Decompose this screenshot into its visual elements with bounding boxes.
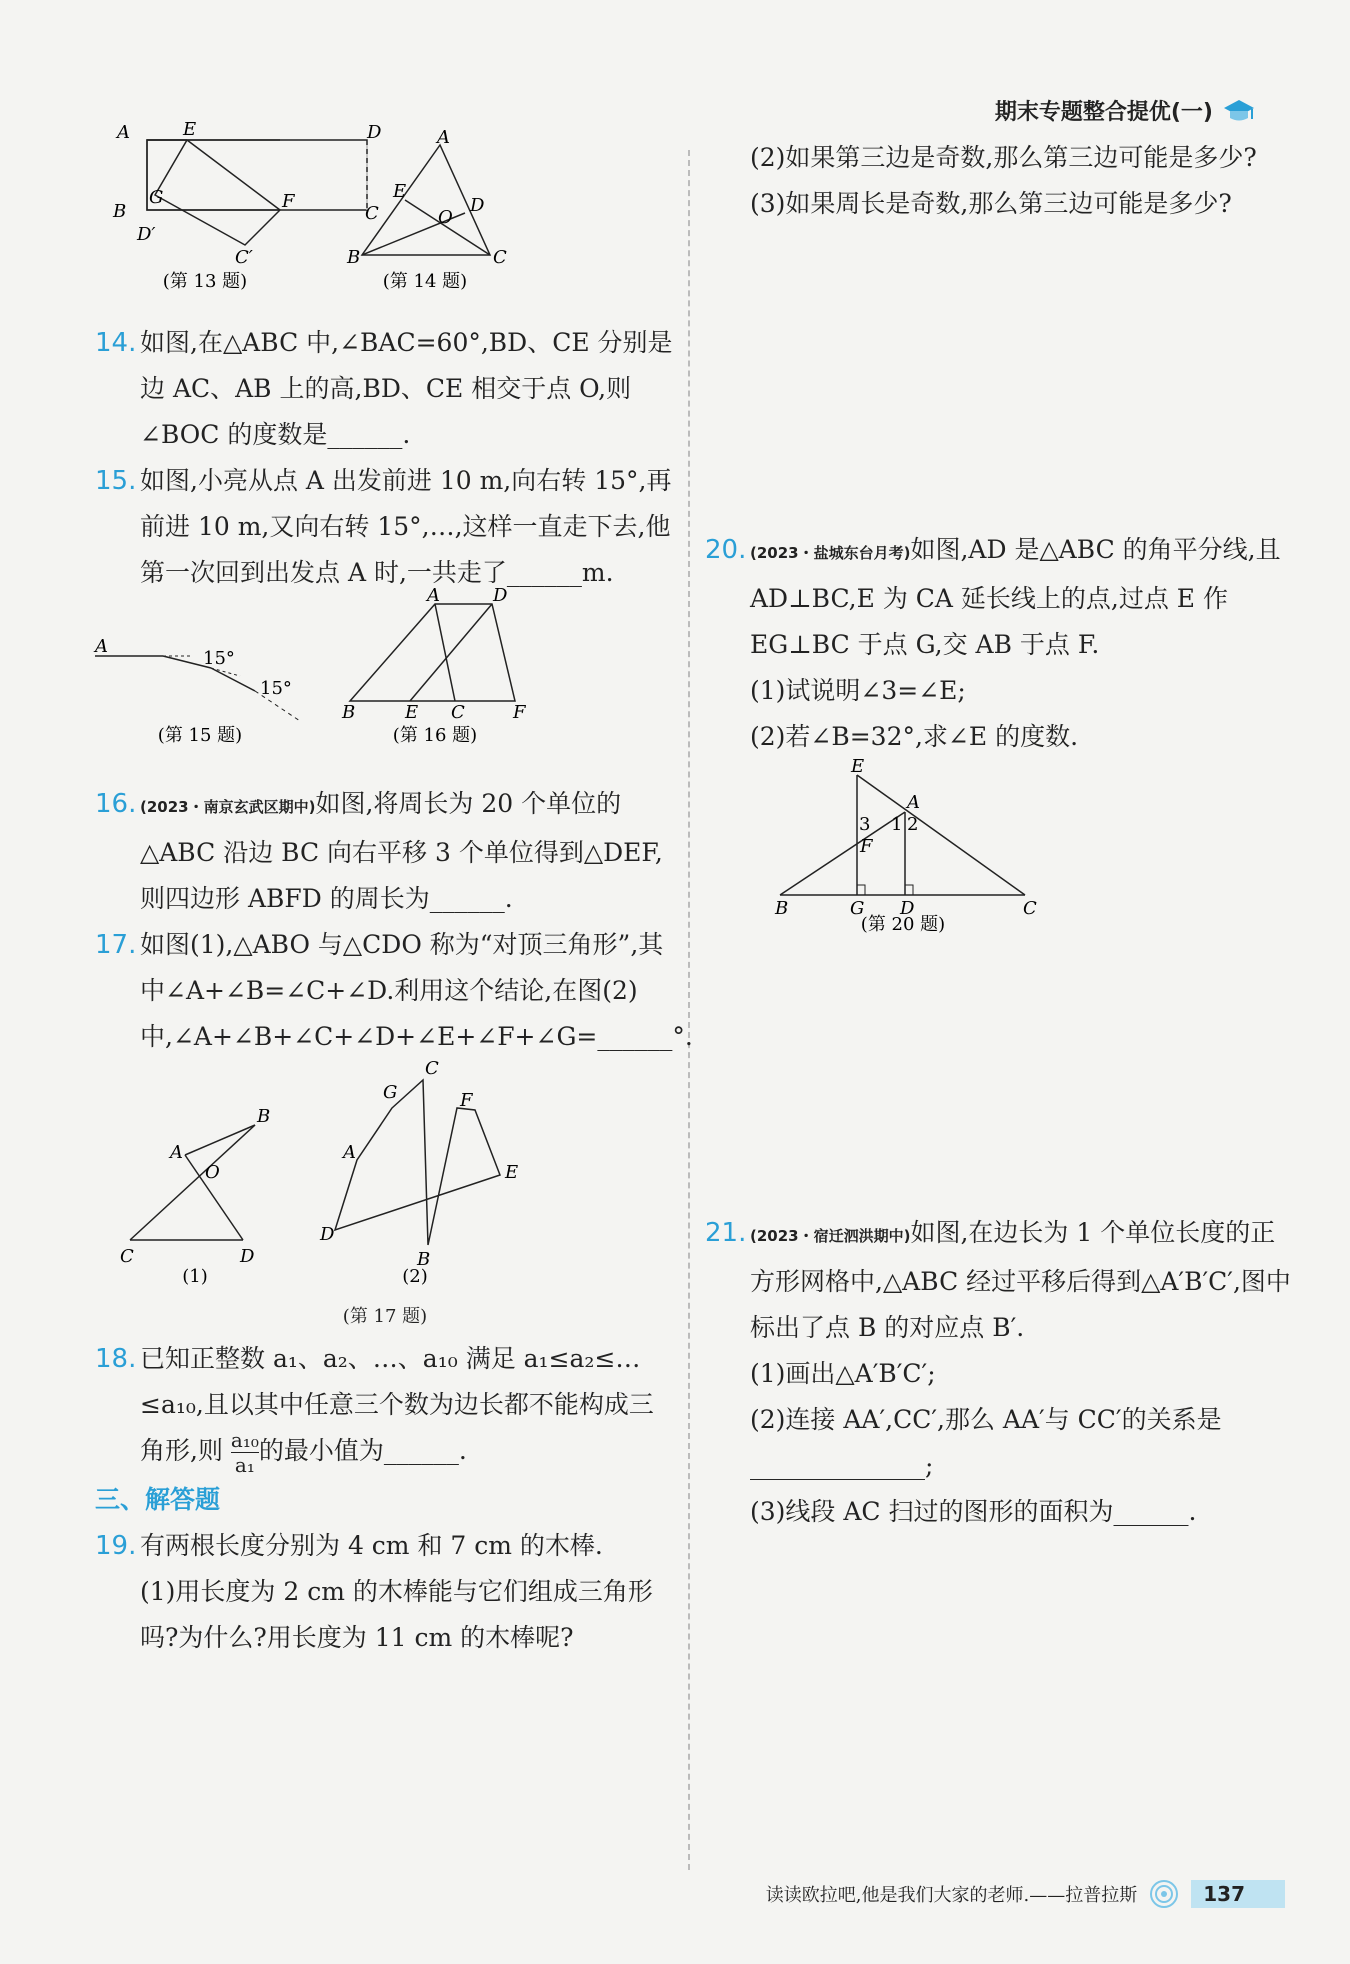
- svg-text:C: C: [120, 1246, 134, 1267]
- fraction-numerator: a₁₀: [230, 1428, 259, 1452]
- svg-text:E: E: [393, 181, 407, 202]
- question-19-continued: [705, 135, 1295, 227]
- question-20-part-1: (1)试说明∠3=∠E;: [750, 676, 966, 705]
- svg-text:D: D: [320, 1224, 335, 1245]
- question-19-part-1: (1)用长度为 2 cm 的木棒能与它们组成三角形吗?为什么?用长度为 11 cm 的木棒呢?: [140, 1577, 653, 1652]
- question-17-number: 17.: [95, 930, 137, 960]
- figure-20: [705, 756, 1295, 935]
- svg-text:A: A: [437, 127, 450, 148]
- caption-17: (第 17 题): [342, 1306, 428, 1327]
- question-21-part-1: (1)画出△A′B′C′;: [750, 1359, 936, 1388]
- svg-text:O: O: [205, 1162, 220, 1183]
- page-header: [995, 95, 1255, 126]
- svg-text:C: C: [425, 1058, 439, 1079]
- svg-text:B: B: [347, 247, 361, 268]
- svg-text:B: B: [257, 1106, 271, 1127]
- caption-17a: (1): [182, 1266, 208, 1287]
- svg-text:B: B: [342, 702, 356, 723]
- svg-text:G: G: [850, 898, 865, 919]
- svg-text:A: A: [343, 1142, 356, 1163]
- question-17-text: 如图(1),△ABO 与△CDO 称为“对顶三角形”,其中∠A+∠B=∠C+∠D.利用这个结论,在图(2)中,∠A+∠B+∠C+∠D+∠E+∠F+∠G=______°.: [140, 930, 693, 1051]
- svg-text:A: A: [95, 636, 108, 657]
- svg-text:C: C: [365, 203, 379, 224]
- question-19-part-2: (2)如果第三边是奇数,那么第三边可能是多少?: [750, 143, 1257, 172]
- left-column: [95, 119, 693, 1652]
- caption-20: (第 20 题): [860, 914, 946, 935]
- footer-quote: 读读欧拉吧,他是我们大家的老师.——拉普拉斯: [765, 1885, 1138, 1906]
- question-21-part-2: (2)连接 AA′,CC′,那么 AA′与 CC′的关系是______________;: [750, 1405, 1222, 1480]
- question-18-text-2: 的最小值为______.: [258, 1436, 467, 1465]
- graduation-cap-icon: [1223, 97, 1255, 125]
- page-footer: [766, 1879, 1285, 1909]
- svg-text:A: A: [427, 585, 440, 606]
- spiral-icon: [1149, 1879, 1179, 1909]
- svg-text:C: C: [1023, 898, 1037, 919]
- question-20-source: (2023・盐城东台月考): [750, 544, 911, 562]
- question-21-source: (2023・宿迁泗洪期中): [750, 1227, 911, 1245]
- question-21-part-3: (3)线段 AC 扫过的图形的面积为______.: [750, 1497, 1197, 1526]
- caption-17b: (2): [402, 1266, 428, 1287]
- question-19-number: 19.: [95, 1531, 137, 1561]
- question-18-text-1: 已知正整数 a₁、a₂、…、a₁₀ 满足 a₁≤a₂≤…≤a₁₀,且以其中任意三个数为边长都不能构成三角形,则: [140, 1344, 654, 1465]
- fraction: [231, 1428, 259, 1477]
- figure-17: [95, 1060, 675, 1295]
- caption-14: (第 14 题): [382, 271, 468, 292]
- question-17: [95, 922, 693, 1060]
- section-title: 三、解答题: [95, 1485, 221, 1514]
- question-21: [705, 1210, 1295, 1535]
- svg-text:F: F: [282, 191, 295, 212]
- svg-text:2: 2: [907, 814, 919, 835]
- svg-text:E: E: [851, 756, 865, 777]
- question-18: [95, 1336, 675, 1477]
- caption-15: (第 15 题): [157, 725, 243, 746]
- question-16-number: 16.: [95, 789, 137, 819]
- question-16: [95, 781, 675, 922]
- question-20-text: 如图,AD 是△ABC 的角平分线,且 AD⊥BC,E 为 CA 延长线上的点,过点 E 作 EG⊥BC 于点 G,交 AB 于点 F.: [750, 535, 1281, 659]
- svg-text:D: D: [900, 898, 915, 919]
- svg-text:F: F: [513, 702, 526, 723]
- svg-text:15°: 15°: [260, 678, 292, 699]
- question-21-text: 如图,在边长为 1 个单位长度的正方形网格中,△ABC 经过平移后得到△A′B′C′,图中标出了点 B 的对应点 B′.: [750, 1218, 1291, 1342]
- question-20: [705, 527, 1295, 760]
- svg-text:15°: 15°: [203, 648, 235, 669]
- right-column: [705, 135, 1295, 1535]
- question-20-part-2: (2)若∠B=32°,求∠E 的度数.: [750, 722, 1079, 751]
- question-20-number: 20.: [705, 535, 747, 565]
- question-15-text: 如图,小亮从点 A 出发前进 10 m,向右转 15°,再前进 10 m,又向右转 15°,…,这样一直走下去,他第一次回到出发点 A 时,一共走了______m.: [140, 466, 672, 587]
- question-19-part-3: (3)如果周长是奇数,那么第三边可能是多少?: [750, 189, 1232, 218]
- question-19: [95, 1523, 675, 1569]
- question-14-text: 如图,在△ABC 中,∠BAC=60°,BD、CE 分别是边 AC、AB 上的高,BD、CE 相交于点 O,则∠BOC 的度数是______.: [140, 328, 673, 449]
- svg-text:A: A: [907, 792, 920, 813]
- caption-13: (第 13 题): [162, 271, 248, 292]
- svg-text:3: 3: [859, 814, 871, 835]
- page-number: 137: [1191, 1880, 1285, 1908]
- svg-text:D: D: [493, 585, 508, 606]
- svg-text:B: B: [113, 201, 127, 222]
- question-15-number: 15.: [95, 466, 137, 496]
- svg-text:C: C: [451, 702, 465, 723]
- fraction-denominator: a₁: [234, 1453, 255, 1477]
- svg-text:D: D: [367, 122, 382, 143]
- svg-text:O: O: [438, 207, 453, 228]
- question-14: [95, 320, 675, 458]
- svg-text:E: E: [405, 702, 419, 723]
- svg-text:C: C: [493, 247, 507, 268]
- question-16-source: (2023・南京玄武区期中): [140, 798, 316, 816]
- header-title: 期末专题整合提优(一): [994, 100, 1213, 125]
- svg-text:D: D: [470, 195, 485, 216]
- svg-text:E: E: [505, 1162, 519, 1183]
- svg-text:E: E: [183, 119, 197, 140]
- svg-text:A: A: [170, 1142, 183, 1163]
- svg-text:1: 1: [891, 814, 903, 835]
- question-14-number: 14.: [95, 328, 137, 358]
- question-21-number: 21.: [705, 1218, 747, 1248]
- question-16-text: 如图,将周长为 20 个单位的△ABC 沿边 BC 向右平移 3 个单位得到△DEF,则四边形 ABFD 的周长为______.: [140, 789, 663, 913]
- svg-text:B: B: [775, 898, 789, 919]
- svg-text:D′: D′: [137, 224, 156, 245]
- svg-text:F: F: [460, 1090, 473, 1111]
- question-19-text: 有两根长度分别为 4 cm 和 7 cm 的木棒.: [140, 1531, 603, 1560]
- svg-text:F: F: [860, 836, 873, 857]
- question-18-number: 18.: [95, 1344, 137, 1374]
- svg-text:G: G: [383, 1082, 398, 1103]
- figures-15-16: [95, 585, 675, 766]
- svg-text:A: A: [117, 122, 130, 143]
- svg-text:C′: C′: [235, 247, 253, 268]
- svg-text:G: G: [149, 187, 164, 208]
- question-15: [95, 458, 675, 596]
- caption-16: (第 16 题): [392, 725, 478, 746]
- svg-text:D: D: [240, 1246, 255, 1267]
- column-divider: [688, 150, 690, 1870]
- svg-text:B: B: [417, 1249, 431, 1270]
